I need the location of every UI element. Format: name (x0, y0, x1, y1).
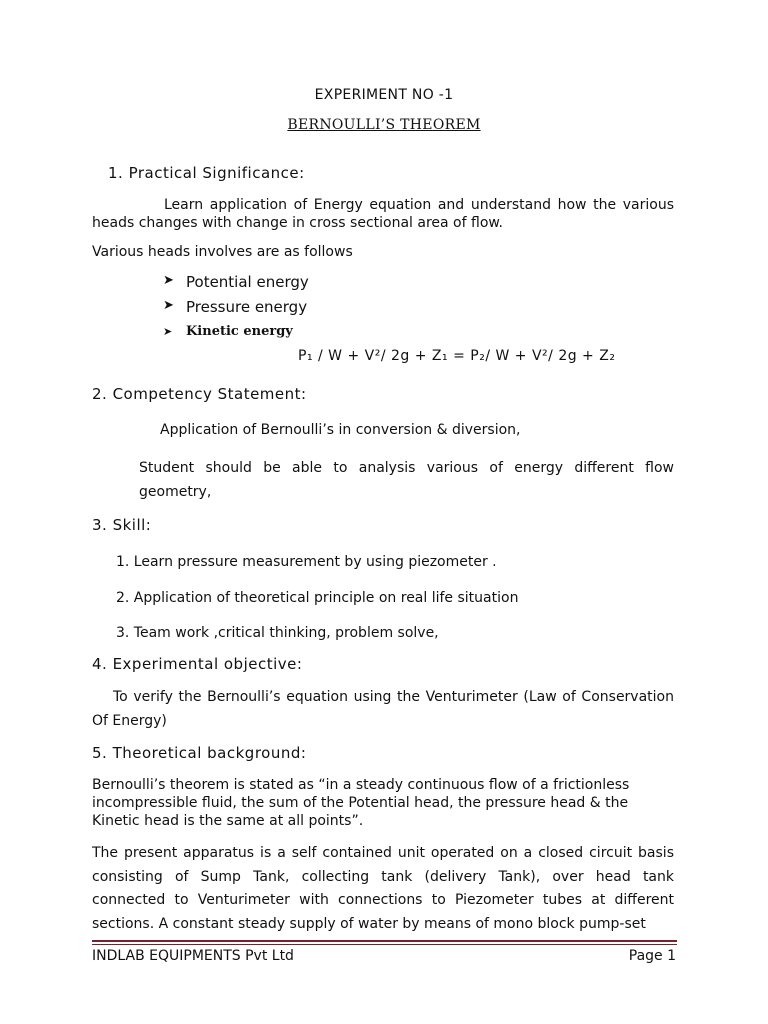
bullet-label: Pressure energy (186, 298, 308, 316)
skill-item: 1. Learn pressure measurement by using piezometer . (116, 554, 497, 570)
bullet-label: Potential energy (186, 273, 309, 291)
section-4-heading: 4. Experimental objective: (92, 655, 303, 673)
section-2-heading: 2. Competency Statement: (92, 385, 307, 403)
bullet-item (163, 298, 463, 318)
theory-paragraph-2: The present apparatus is a self contained unit operated on a closed circuit basis consisting of Sump Tank, collecting tank (delivery Tank), over head tank connected to Venturimeter with connections to Piezometer tubes at different sections. A constant steady supply of water by means of mono block pump-set (92, 845, 674, 932)
competency-line-2: Student should be able to analysis various of energy different flow geometry, (139, 460, 674, 500)
skill-item: 3. Team work ,critical thinking, problem solve, (116, 625, 439, 641)
arrow-bullet-icon: ➤ (163, 273, 174, 288)
skill-item: 2. Application of theoretical principle on real life situation (116, 590, 519, 606)
document-title: EXPERIMENT NO -1 (314, 87, 454, 103)
footer-rule-thin (92, 944, 677, 945)
bullet-label: Kinetic energy (186, 324, 293, 339)
bullet-item (163, 273, 463, 293)
bullet-item (163, 324, 463, 344)
document-subtitle: BERNOULLI’S THEOREM (287, 117, 481, 133)
section-5-heading: 5. Theoretical background: (92, 744, 307, 762)
competency-line-1: Application of Bernoulli’s in conversion & diversion, (160, 422, 521, 438)
footer-company: INDLAB EQUIPMENTS Pvt Ltd (92, 948, 294, 964)
arrow-bullet-icon: ➤ (163, 325, 173, 338)
section-3-heading: 3. Skill: (92, 516, 152, 534)
theory-paragraph-1: Bernoulli’s theorem is stated as “in a steady continuous flow of a frictionless incompressible fluid, the sum of the Potential head, the pressure head & the Kinetic head is the same at all points”. (92, 777, 630, 829)
objective-paragraph: To verify the Bernoulli’s equation using the Venturimeter (Law of Conservation Of Energy) (92, 689, 674, 729)
bernoulli-equation: P₁ / W + V²/ 2g + Z₁ = P₂/ W + V²/ 2g + Z₂ (298, 348, 616, 364)
page-number: Page 1 (628, 948, 676, 964)
list-intro: Various heads involves are as follows (92, 244, 353, 260)
footer-rule-thick (92, 940, 677, 942)
arrow-bullet-icon: ➤ (163, 298, 174, 313)
section-1-heading: 1. Practical Significance: (108, 164, 305, 182)
section-1-paragraph: Learn application of Energy equation and understand how the various heads changes with change in cross sectional area of flow. (92, 197, 674, 231)
